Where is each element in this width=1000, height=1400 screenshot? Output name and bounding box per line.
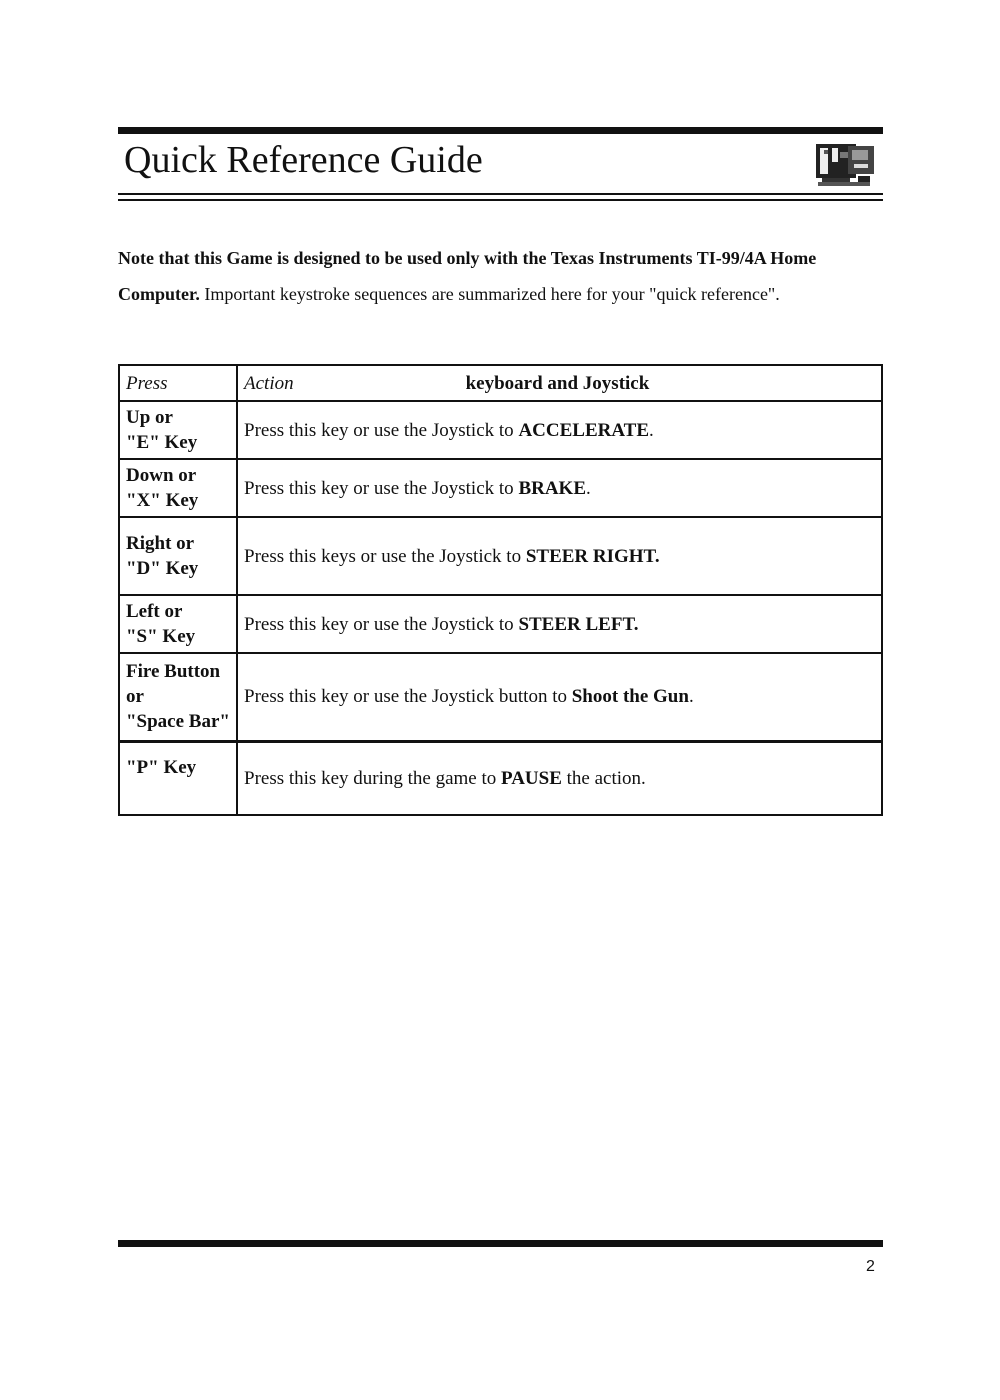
key-label-line: "P" Key (126, 756, 197, 778)
key-label-line: Fire Button (126, 661, 221, 683)
action-cell (237, 741, 882, 815)
table-row (119, 653, 882, 741)
action-text-end: . (688, 686, 694, 708)
action-column-header (237, 365, 882, 401)
key-cell (119, 741, 237, 815)
action-cell (237, 401, 882, 459)
key-label-line: Down or (126, 465, 197, 486)
action-cell (237, 595, 882, 653)
header-bottom-rule-2 (118, 199, 883, 201)
table-header-row (119, 365, 882, 401)
action-text-end: . (586, 477, 591, 499)
key-cell (119, 653, 237, 741)
action-text: Press this key or use the Joystick to (244, 477, 519, 499)
key-label-line: "E" Key (126, 432, 198, 453)
key-cell (119, 517, 237, 595)
key-label-line: Up or (126, 407, 173, 428)
press-column-header: Press (119, 365, 237, 401)
header-top-rule (118, 127, 883, 134)
action-header-label: Action (244, 372, 294, 394)
key-cell (119, 595, 237, 653)
table-subtitle: keyboard and Joystick (465, 372, 650, 394)
key-label-line: or (126, 686, 144, 708)
action-keyword: STEER LEFT. (518, 613, 639, 635)
key-cell (119, 459, 237, 517)
action-cell (237, 653, 882, 741)
action-text: Press this key or use the Joystick to (244, 419, 519, 441)
page-title: Quick Reference Guide (124, 139, 483, 181)
footer-rule (118, 1240, 883, 1247)
action-keyword: ACCELERATE (518, 419, 649, 441)
key-label-line: Right or (126, 533, 195, 554)
action-text: Press this key during the game to (244, 767, 501, 789)
action-keyword: STEER RIGHT. (525, 545, 660, 567)
action-text-end: the action. (561, 767, 646, 789)
key-cell (119, 401, 237, 459)
action-text: Press this key or use the Joystick button to (244, 686, 572, 708)
table-row (119, 741, 882, 815)
page-number: 2 (866, 1258, 875, 1275)
action-keyword: BRAKE (518, 477, 587, 499)
intro-note (118, 240, 888, 312)
table-row (119, 595, 882, 653)
key-label-line: "S" Key (126, 626, 196, 647)
key-label-line: Left or (126, 601, 183, 622)
header-bottom-rule (118, 193, 883, 195)
key-label-line: "X" Key (126, 490, 199, 511)
keystroke-table (118, 364, 883, 816)
action-keyword: PAUSE (501, 767, 562, 789)
action-text: Press this keys or use the Joystick to (244, 545, 526, 567)
key-label-line: "Space Bar" (126, 711, 230, 733)
action-text-end: . (649, 419, 654, 441)
intro-note-normal: Important keystroke sequences are summarized here for your "quick reference". (204, 284, 780, 304)
key-label-line: "D" Key (126, 558, 199, 579)
table-row (119, 517, 882, 595)
action-cell (237, 459, 882, 517)
action-text: Press this key or use the Joystick to (244, 613, 519, 635)
action-cell (237, 517, 882, 595)
table-row (119, 459, 882, 517)
pixel-computer-logo-icon (814, 140, 878, 188)
table-row (119, 401, 882, 459)
action-keyword: Shoot the Gun (571, 686, 689, 708)
intro-note-bold: Note that this Game is designed to be used only with the Texas Instruments TI-99/4A Home Computer. (118, 248, 817, 304)
